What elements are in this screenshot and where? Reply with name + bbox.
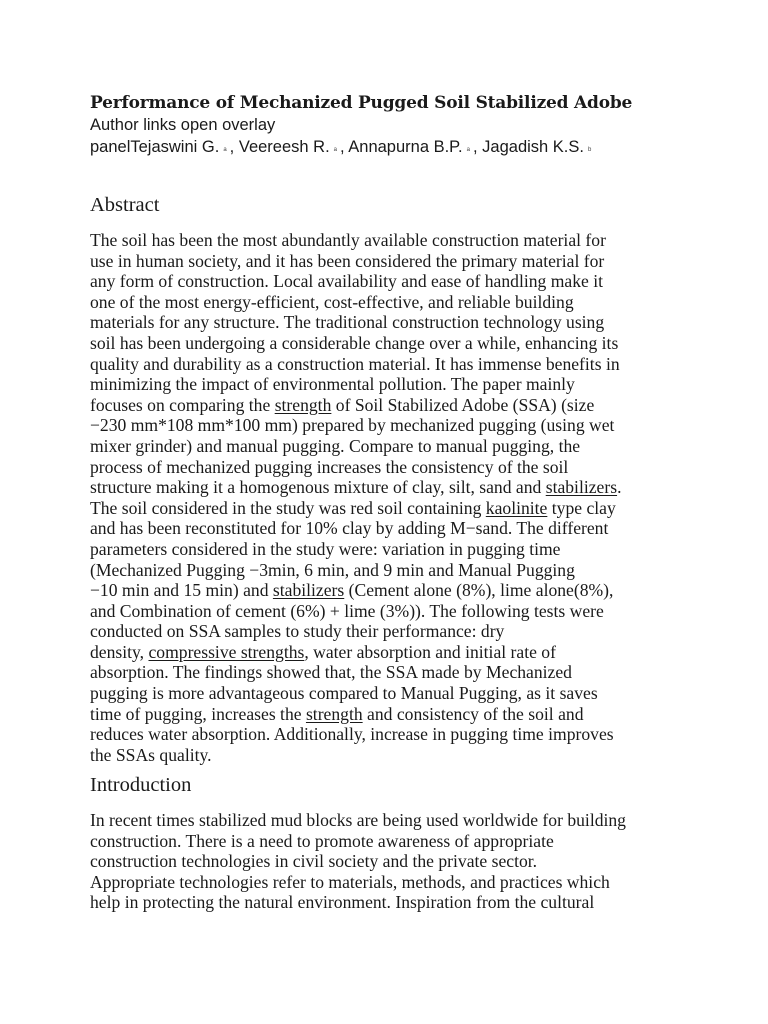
- text-line: [90, 745, 690, 766]
- author-separator: ,: [229, 138, 235, 156]
- text-line: [90, 457, 690, 478]
- text-segment: process of mechanized pugging increases the consistency of the soil: [90, 456, 569, 477]
- inline-topic-link[interactable]: compressive strengths: [148, 641, 305, 662]
- text-line: [90, 601, 690, 622]
- text-line: [90, 395, 690, 416]
- text-segment: materials for any structure. The traditional construction technology using: [90, 312, 605, 333]
- text-line: [90, 560, 690, 581]
- text-segment: and consistency of the soil and: [362, 703, 584, 724]
- text-line: [90, 498, 690, 519]
- inline-topic-link[interactable]: stabilizers: [272, 580, 345, 601]
- author-name[interactable]: Veereesh R.: [234, 138, 330, 156]
- text-line: [90, 704, 690, 725]
- author-name[interactable]: Jagadish K.S.: [477, 138, 584, 156]
- text-segment: In recent times stabilized mud blocks are being used worldwide for building: [90, 810, 626, 830]
- text-line: [90, 518, 690, 539]
- abstract-paragraph: [90, 230, 690, 765]
- text-segment: .: [617, 477, 622, 498]
- author-separator: ,: [472, 138, 478, 156]
- inline-topic-link[interactable]: kaolinite: [485, 497, 548, 518]
- text-segment: reduces water absorption. Additionally, increase in pugging time improves: [90, 724, 614, 745]
- author-name[interactable]: Annapurna B.P.: [344, 138, 463, 156]
- inline-topic-link[interactable]: strength: [305, 703, 363, 724]
- text-line: [90, 436, 690, 457]
- text-line: [90, 251, 690, 272]
- text-segment: help in protecting the natural environment. Inspiration from the cultural: [90, 892, 595, 913]
- text-line: [90, 374, 690, 395]
- text-segment: the SSAs quality.: [90, 744, 212, 765]
- abstract-heading: Abstract: [90, 194, 160, 216]
- text-line: [90, 230, 690, 251]
- text-line: [90, 642, 690, 663]
- text-segment: (Mechanized Pugging −3min, 6 min, and 9 min and Manual Pugging: [90, 559, 575, 580]
- affiliation-marker[interactable]: a: [466, 147, 470, 153]
- author-list: [90, 136, 690, 161]
- introduction-heading: Introduction: [90, 774, 192, 796]
- text-line: [90, 354, 690, 375]
- text-line: [90, 851, 690, 872]
- text-segment: −230 mm*108 mm*100 mm) prepared by mechanized pugging (using wet: [90, 415, 615, 436]
- text-line: [90, 810, 690, 831]
- text-segment: and Combination of cement (6%) + lime (3%)). The following tests were: [90, 600, 604, 621]
- text-line: [90, 872, 690, 893]
- text-line: [90, 621, 690, 642]
- text-segment: pugging is more advantageous compared to Manual Pugging, as it saves: [90, 683, 598, 704]
- text-line: [90, 312, 690, 333]
- article-title: Performance of Mechanized Pugged Soil Stabilized Adobe: [90, 93, 633, 113]
- affiliation-marker[interactable]: b: [587, 147, 592, 153]
- author-name[interactable]: panelTejaswini G.: [90, 138, 220, 156]
- author-separator: ,: [340, 138, 345, 156]
- text-line: [90, 724, 690, 745]
- text-line: [90, 580, 690, 601]
- text-segment: structure making it a homogenous mixture of clay, silt, sand and: [90, 477, 546, 498]
- text-segment: focuses on comparing the: [90, 394, 275, 415]
- text-segment: Appropriate technologies refer to materials, methods, and practices which: [90, 871, 610, 892]
- text-line: [90, 683, 690, 704]
- article: [90, 92, 690, 913]
- text-segment: parameters considered in the study were: variation in pugging time: [90, 538, 561, 559]
- text-line: [90, 477, 690, 498]
- text-segment: type clay: [547, 497, 616, 518]
- text-line: [90, 333, 690, 354]
- text-segment: use in human society, and it has been considered the primary material for: [90, 250, 605, 271]
- text-line: [90, 892, 690, 913]
- text-segment: construction technologies in civil society and the private sector.: [90, 851, 538, 872]
- text-line: [90, 831, 690, 852]
- text-segment: The soil has been the most abundantly available construction material for: [90, 230, 606, 250]
- inline-topic-link[interactable]: strength: [274, 394, 332, 415]
- text-segment: of Soil Stabilized Adobe (SSA) (size: [331, 394, 595, 415]
- text-line: [90, 271, 690, 292]
- text-segment: absorption. The findings showed that, the SSA made by Mechanized: [90, 662, 572, 683]
- text-segment: The soil considered in the study was red soil containing: [90, 497, 486, 518]
- text-line: [90, 415, 690, 436]
- text-segment: construction. There is a need to promote awareness of appropriate: [90, 830, 554, 851]
- text-segment: mixer grinder) and manual pugging. Compare to manual pugging, the: [90, 435, 581, 456]
- text-line: [90, 662, 690, 683]
- text-segment: any form of construction. Local availability and ease of handling make it: [90, 271, 603, 292]
- text-segment: , water absorption and initial rate of: [304, 641, 556, 662]
- text-segment: minimizing the impact of environmental pollution. The paper mainly: [90, 374, 575, 395]
- introduction-paragraph: [90, 810, 690, 913]
- affiliation-marker[interactable]: a: [333, 147, 337, 153]
- text-segment: (Cement alone (8%), lime alone(8%),: [344, 580, 614, 601]
- affiliation-marker[interactable]: a: [223, 147, 227, 153]
- text-segment: one of the most energy-efficient, cost-effective, and reliable building: [90, 291, 574, 312]
- text-segment: time of pugging, increases the: [90, 703, 306, 724]
- text-line: [90, 539, 690, 560]
- text-line: [90, 292, 690, 313]
- text-segment: and has been reconstituted for 10% clay by adding M−sand. The different: [90, 518, 609, 539]
- text-segment: density,: [90, 641, 149, 662]
- text-segment: conducted on SSA samples to study their performance: dry: [90, 621, 505, 642]
- inline-topic-link[interactable]: stabilizers: [545, 477, 618, 498]
- text-segment: soil has been undergoing a considerable change over a while, enhancing its: [90, 332, 619, 353]
- text-segment: quality and durability as a construction material. It has immense benefits in: [90, 353, 620, 374]
- author-links-toggle[interactable]: Author links open overlay: [90, 116, 276, 134]
- text-segment: −10 min and 15 min) and: [90, 580, 273, 601]
